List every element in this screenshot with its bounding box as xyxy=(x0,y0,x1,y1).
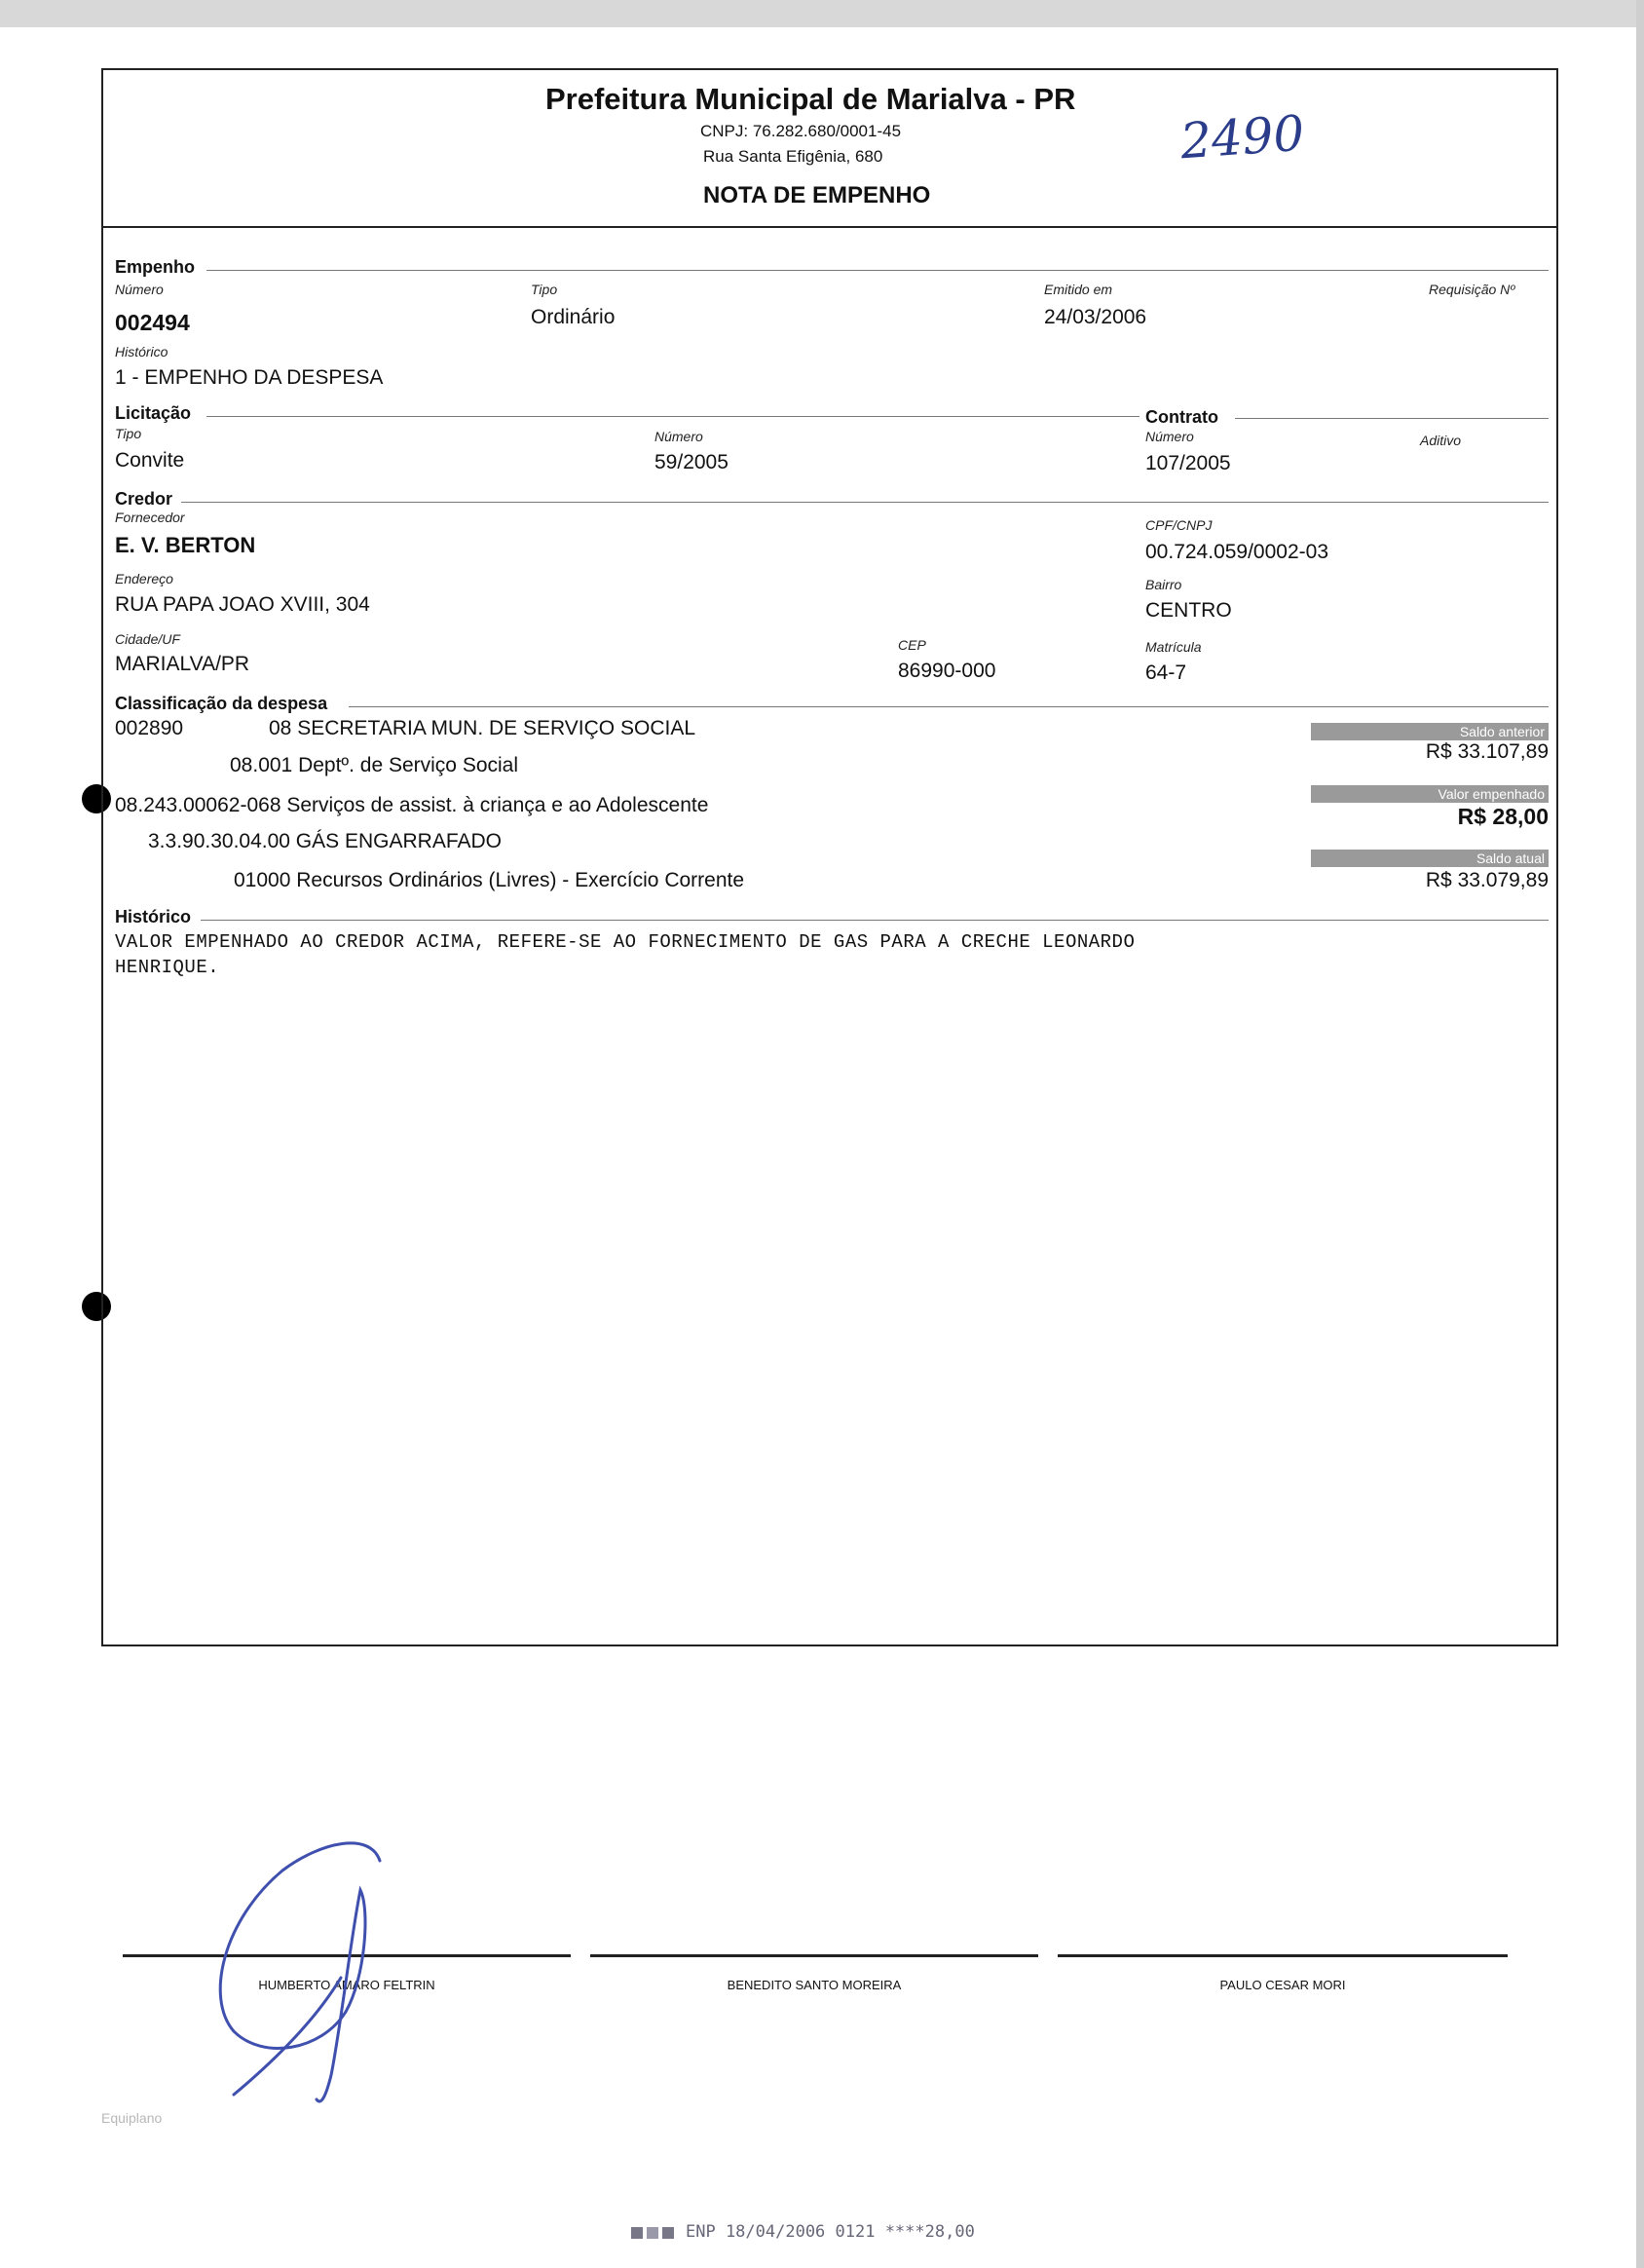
cep-value: 86990-000 xyxy=(898,660,996,682)
section-licitacao: Licitação xyxy=(115,403,192,423)
header-divider xyxy=(101,226,1558,228)
software-watermark: Equiplano xyxy=(101,2110,163,2126)
handwritten-signature xyxy=(185,1832,419,2114)
document-title: NOTA DE EMPENHO xyxy=(703,182,931,208)
empenho-number: 002494 xyxy=(115,310,190,335)
cep-label: CEP xyxy=(898,637,926,653)
section-rule xyxy=(206,416,1140,417)
valor-empenhado-label: Valor empenhado xyxy=(1311,785,1549,803)
programa-line: 08.243.00062-068 Serviços de assist. à criança e ao Adolescente xyxy=(115,794,709,816)
municipality-title: Prefeitura Municipal de Marialva - PR xyxy=(545,82,1076,116)
signature-name: HUMBERTO AMARO FELTRIN xyxy=(258,1978,435,1992)
orgao-line: 08 SECRETARIA MUN. DE SERVIÇO SOCIAL xyxy=(269,717,696,739)
historico-label: Histórico xyxy=(115,344,168,359)
matricula-label: Matrícula xyxy=(1145,639,1202,655)
requisicao-label: Requisição Nº xyxy=(1429,282,1515,297)
historico-text-line: HENRIQUE. xyxy=(115,957,220,978)
licitacao-numero: 59/2005 xyxy=(654,451,729,473)
historico-value: 1 - EMPENHO DA DESPESA xyxy=(115,366,384,389)
signature-line xyxy=(1058,1954,1508,1957)
numero-label: Número xyxy=(115,282,164,297)
section-historico: Histórico xyxy=(115,907,192,926)
cpf-value: 00.724.059/0002-03 xyxy=(1145,541,1329,563)
section-rule xyxy=(206,270,1549,271)
tipo-label: Tipo xyxy=(531,282,558,297)
dotacao-code: 002890 xyxy=(115,717,184,739)
saldo-atual-value: R$ 33.079,89 xyxy=(1425,869,1549,891)
contrato-numero-label: Número xyxy=(1145,429,1194,444)
section-rule xyxy=(181,502,1549,503)
section-rule xyxy=(1235,418,1549,419)
printer-logo-icon xyxy=(631,2224,676,2242)
saldo-atual-label: Saldo atual xyxy=(1311,850,1549,867)
cpf-label: CPF/CNPJ xyxy=(1145,517,1213,533)
licitacao-tipo: Convite xyxy=(115,449,185,472)
elemento-line: 3.3.90.30.04.00 GÁS ENGARRAFADO xyxy=(148,830,503,852)
contrato-numero: 107/2005 xyxy=(1145,452,1231,474)
section-rule xyxy=(201,920,1549,921)
licitacao-tipo-label: Tipo xyxy=(115,426,142,441)
bairro-label: Bairro xyxy=(1145,577,1182,592)
signature-name: PAULO CESAR MORI xyxy=(1219,1978,1346,1992)
endereco-value: RUA PAPA JOAO XVIII, 304 xyxy=(115,593,370,616)
section-empenho: Empenho xyxy=(115,257,196,277)
unidade-line: 08.001 Deptº. de Serviço Social xyxy=(230,754,519,776)
section-classificacao: Classificação da despesa xyxy=(115,694,328,713)
autentication-stamp: ENP 18/04/2006 0121 ****28,00 xyxy=(686,2222,975,2242)
aditivo-label: Aditivo xyxy=(1420,433,1462,448)
recurso-line: 01000 Recursos Ordinários (Livres) - Exercício Corrente xyxy=(234,869,745,891)
emitido-date: 24/03/2006 xyxy=(1044,306,1147,328)
cidade-label: Cidade/UF xyxy=(115,631,180,647)
saldo-anterior-label: Saldo anterior xyxy=(1311,723,1549,740)
address-text: Rua Santa Efigênia, 680 xyxy=(703,147,883,166)
emitido-label: Emitido em xyxy=(1044,282,1113,297)
cnpj-text: CNPJ: 76.282.680/0001-45 xyxy=(700,122,902,140)
scan-edge xyxy=(1636,0,1644,2268)
signature-line xyxy=(590,1954,1038,1957)
signature-name: BENEDITO SANTO MOREIRA xyxy=(727,1978,902,1992)
handwritten-number: 2490 xyxy=(1178,104,1307,170)
section-rule xyxy=(349,706,1549,707)
fornecedor-name: E. V. BERTON xyxy=(115,533,256,557)
valor-empenhado-value: R$ 28,00 xyxy=(1457,804,1549,829)
section-credor: Credor xyxy=(115,489,173,509)
scan-edge xyxy=(0,0,1644,27)
section-contrato: Contrato xyxy=(1145,407,1218,427)
cidade-value: MARIALVA/PR xyxy=(115,653,250,675)
endereco-label: Endereço xyxy=(115,571,173,586)
licitacao-numero-label: Número xyxy=(654,429,703,444)
historico-text-line: VALOR EMPENHADO AO CREDOR ACIMA, REFERE-SE AO FORNECIMENTO DE GAS PARA A CRECHE LEONARDO xyxy=(115,931,1136,953)
fornecedor-label: Fornecedor xyxy=(115,510,185,525)
bairro-value: CENTRO xyxy=(1145,599,1232,622)
matricula-value: 64-7 xyxy=(1145,662,1187,684)
saldo-anterior-value: R$ 33.107,89 xyxy=(1425,740,1549,763)
tipo-value: Ordinário xyxy=(531,306,616,328)
